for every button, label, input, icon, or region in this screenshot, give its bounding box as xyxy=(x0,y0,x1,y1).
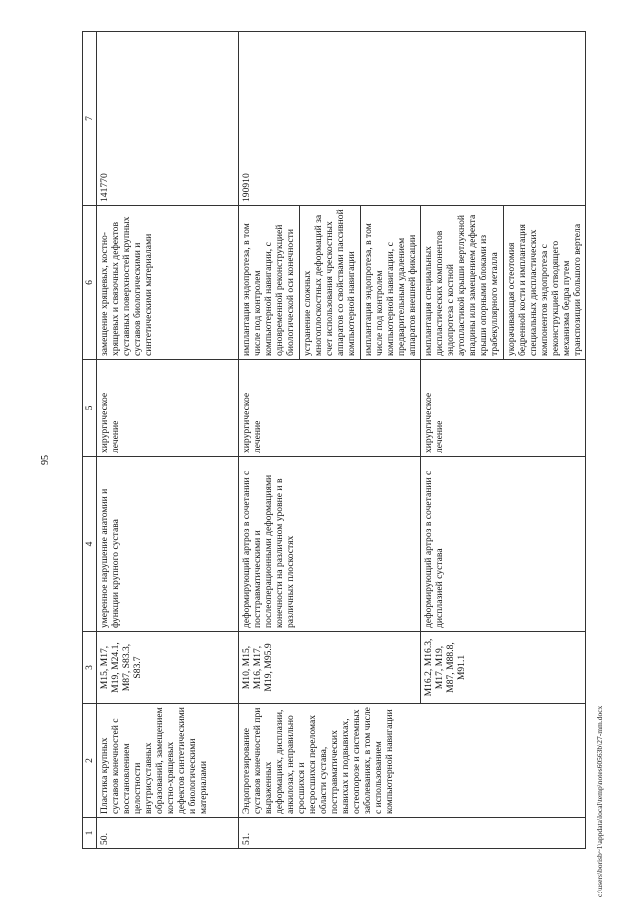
treatment-method: имплантация эндопротеза, в том числе под контролем компьютерной навигации, с предварительным удалением аппаратов внешней фиксации xyxy=(360,206,418,359)
header-cell: 5 xyxy=(83,360,97,457)
cost-value: 141770 xyxy=(97,32,239,206)
treatment-method: устранение сложных многоплоскостных деформаций за счет использования чрескостных аппаратов со свойствами пассивной компьютерной навигации xyxy=(299,206,357,359)
treatment-type: хирургическое лечение xyxy=(97,360,239,457)
header-cell: 4 xyxy=(83,457,97,632)
header-cell: 1 xyxy=(83,818,97,849)
table-row xyxy=(239,32,421,849)
treatment-method: имплантация специальных диспластических компонентов эндопротеза с костной аутопластикой крыши вертлужной впадины или замещением дефекта крыши опорными блоками из трабекуллярного металла xyxy=(423,214,500,356)
header-cell: 3 xyxy=(83,632,97,704)
header-cell: 2 xyxy=(83,704,97,818)
treatment-method: замещение хрящевых, костно-хрящевых и связочных дефектов суставных поверхностей крупных суставов биологическими и синтетическими материалами xyxy=(97,206,239,360)
services-table xyxy=(82,31,586,849)
patient-model: деформирующий артроз в сочетании с посттравматическими и послеоперационными деформациями конечности на различном уровне и в различных плоскостях xyxy=(239,457,421,632)
header-row xyxy=(83,32,97,849)
icd-codes: M16.2, M16.3, M17, M19, M87, M88.8, M91.1 xyxy=(421,632,586,704)
page-number: 95 xyxy=(40,455,51,465)
treatment-type: хирургическое лечение xyxy=(239,360,421,457)
table-row xyxy=(97,32,239,849)
icd-codes: M10, M15, M16, M17, M19, M95.9 xyxy=(239,632,421,704)
icd-codes: M15, M17, M19, M24.1, M87, S83.3, S83.7 xyxy=(97,632,239,704)
header-cell: 7 xyxy=(83,32,97,206)
patient-model: умеренное нарушение анатомии и функции крупного сустава xyxy=(97,457,239,632)
file-path-footer: c:\users\borisb~1\appdata\local\temp\notes60563b\27-mm.docx xyxy=(595,705,604,897)
service-name: Эндопротезирование суставов конечностей при выраженных деформациях, дисплазии, анкилозах, неправильно сросшихся и несросшихся переломах области сустава, посттравматических вывихах и подвывихах, остеопорозе и системных заболеваниях, в том числе с использованием компьютерной навигации xyxy=(239,704,586,818)
cost-value: 190910 xyxy=(239,32,586,206)
treatment-method: укорачивающая остеотомия бедренной кости и имплантация специальных диспластических компонентов эндопротеза с реконструкцией отводящего механизма бедра путем транспозиции большого вертела xyxy=(503,206,583,359)
row-number: 51. xyxy=(239,818,586,849)
row-number: 50. xyxy=(97,818,239,849)
treatment-method: имплантация эндопротеза, в том числе под контролем компьютерной навигации, с одновременной реконструкцией биологической оси конечности xyxy=(241,223,296,356)
patient-model: деформирующий артроз в сочетании с дисплазией сустава xyxy=(421,457,586,632)
header-cell: 6 xyxy=(83,206,97,360)
treatment-methods xyxy=(239,206,421,360)
treatment-type: хирургическое лечение xyxy=(421,360,586,457)
treatment-methods xyxy=(421,206,586,360)
service-name: Пластика крупных суставов конечностей с восстановлением целостности внутрисуставных образований, замещением костно-хрящевых дефектов синтетическими и биологическими материалами xyxy=(97,704,239,818)
